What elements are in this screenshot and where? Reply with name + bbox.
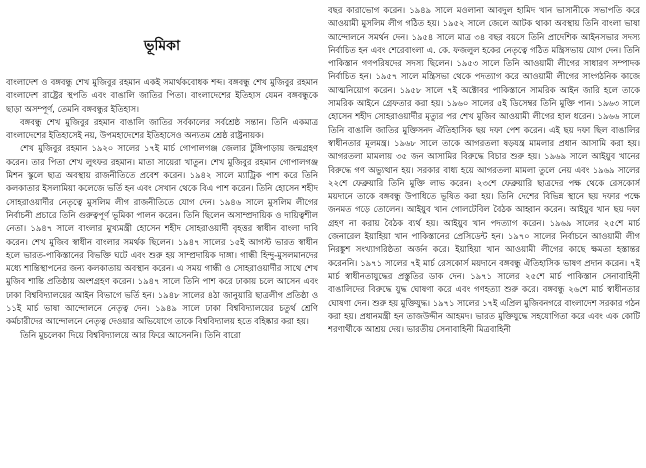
paragraph: তিনি মুচলেকা দিয়ে বিশ্ববিদ্যালয়ে আর ফিরে আসেননি। তিনি বারো [20, 329, 241, 340]
right-column [328, 4, 640, 468]
left-column [6, 4, 318, 468]
paragraph: বঙ্গবন্ধু শেখ মুজিবুর রহমান বাঙালি জাতির সর্বকালের সর্বশ্রেষ্ঠ সন্তান। তিনি একমাত্র বাংলাদেশের ইতিহাসেই নয়, উপমহাদেশের ইতিহাসেও অন্যতম শ্রেষ্ঠ রাষ্ট্রনায়ক। [6, 116, 318, 141]
intro-paragraph: বাংলাদেশ ও বঙ্গবন্ধু শেখ মুজিবুর রহমান একই সমার্থকবোধক শব্দ। বঙ্গবন্ধু শেখ মুজিবুর রহমান বাংলাদেশ রাষ্ট্রের স্থপতি এবং বাঙালি জাতির পিতা। বাংলাদেশের ইতিহাস যেমন বঙ্গবন্ধুকে ছাড়া অসম্পূর্ণ, তেমনি বঙ্গবন্ধুর ইতিহাস। [6, 77, 318, 114]
page-heading: ভূমিকা [143, 38, 181, 54]
paragraph: বছর কারাভোগ করেন। ১৯৪৯ সালে মওলানা আবদুল হামিদ খান ভাসানীকে সভাপতি করে আওয়ামী মুসলিম লীগ গঠিত হয়। ১৯৫২ সালে জেলে আটক থাকা অবস্থায় তিনি বাংলা ভাষা আন্দোলনে সমর্থন দেন। ১৯৫৪ সালে মাত্র ৩৪ বছর বয়সে তিনি প্রাদেশিক আইনসভার সদস্য নির্বাচিত হন এবং শেরেবাংলা এ. কে. ফজলুল হকের নেতৃত্বে গঠিত মন্ত্রিসভায় যোগ দেন। তিনি পাকিস্তান গণপরিষদের সদস্য ছিলেন। ১৯৫৩ সালে তিনি আওয়ামী লীগের সাধারণ সম্পাদক নির্বাচিত হন। ১৯৫৭ সালে মন্ত্রিসভা থেকে পদত্যাগ করে আওয়ামী লীগের সাংগঠনিক কাজে আত্মনিয়োগ করেন। ১৯৫৮ সালে ৭ই অক্টোবর পাকিস্তানে সামরিক আইন জারি হলে তাকে সামরিক আইনে গ্রেফতার করা হয়। ১৯৬০ সালের ৫ই ডিসেম্বর তিনি মুক্তি পান। ১৯৬৩ সালে হোসেন শহীদ সোহরাওয়ার্দীর মৃত্যুর পর শেখ মুজিব আওয়ামী লীগের হাল ধরেন। ১৯৬৬ সালে তিনি বাঙালি জাতির মুক্তিসনদ ঐতিহাসিক ছয় দফা পেশ করেন। এই ছয় দফা ছিল বাঙালির স্বাধীনতার মূলমন্ত্র। ১৯৬৮ সালে তাকে আগরতলা ষড়যন্ত্র মামলার প্রধান আসামি করা হয়। আগরতলা মামলায় ৩৫ জন আসামির বিরুদ্ধে বিচার শুরু হয়। ১৯৬৯ সালে আইয়ুব খানের বিরুদ্ধে গণ অভ্যুত্থান হয়। সরকার বাধ্য হয়ে আগরতলা মামলা তুলে নেয় এবং ১৯৬৯ সালের ২২শে ফেব্রুয়ারি তিনি মুক্তি লাভ করেন। ২৩শে ফেব্রুয়ারি ছাত্রদের পক্ষ থেকে রেসকোর্স ময়দানে তাকে বঙ্গবন্ধু উপাধিতে ভূষিত করা হয়। তিনি দেশের বিভিন্ন স্থানে ছয় দফার পক্ষে জনমত গড়ে তোলেন। আইয়ুব খান গোলটেবিল বৈঠক আহ্বান করেন। আইয়ুব খান ছয় দফা গ্রহণ না করায় বৈঠক ব্যর্থ হয়। আইয়ুব খান পদত্যাগ করেন। ১৯৬৯ সালের ২৫শে মার্চ জেনারেল ইয়াহিয়া খান পাকিস্তানের প্রেসিডেন্ট হন। ১৯৭০ সালের নির্বাচনে আওয়ামী লীগ নিরঙ্কুশ সংখ্যাগরিষ্ঠতা অর্জন করে। ইয়াহিয়া খান আওয়ামী লীগের কাছে ক্ষমতা হস্তান্তর করেননি। ১৯৭১ সালের ৭ই মার্চ রেসকোর্স ময়দানে বঙ্গবন্ধু ঐতিহাসিক ভাষণ প্রদান করেন। ৭ই মার্চ স্বাধীনতাযুদ্ধের প্রস্তুতির ডাক দেন। ১৯৭১ সালের ২৫শে মার্চ পাকিস্তান সেনাবাহিনী বাঙালিদের বিরুদ্ধে যুদ্ধ ঘোষণা করে এবং গণহত্যা শুরু করে। বঙ্গবন্ধু ২৬শে মার্চ স্বাধীনতার ঘোষণা দেন। শুরু হয় মুক্তিযুদ্ধ। ১৯৭১ সালের ১৭ই এপ্রিল মুজিবনগরে বাংলাদেশ সরকার গঠন করা হয়। প্রধানমন্ত্রী হন তাজউদ্দীন আহমদ। ভারত মুক্তিযুদ্ধে সহযোগিতা করে এবং এক কোটি শরণার্থীকে আশ্রয় দেয়। ভারতীয় সেনাবাহিনী মিত্রবাহিনী [328, 5, 640, 335]
paragraph: শেখ মুজিবুর রহমান ১৯২০ সালের ১৭ই মার্চ গোপালগঞ্জ জেলার টুঙ্গিপাড়ায় জন্মগ্রহণ করেন। তার পিতা শেখ লুৎফর রহমান। মাতা সায়েরা খাতুন। শেখ মুজিবুর রহমান গোপালগঞ্জ মিশন স্কুলে ছাত্র অবস্থায় রাজনীতিতে প্রবেশ করেন। ১৯৪২ সালে ম্যাট্রিক পাশ করে তিনি কলকাতার ইসলামিয়া কলেজে ভর্তি হন এবং সেখান থেকে বিএ পাশ করেন। তিনি হোসেন শহীদ সোহরাওয়ার্দীর নেতৃত্বে মুসলিম লীগ রাজনীতিতে যোগ দেন। ১৯৪৬ সালে মুসলিম লীগের নির্বাচনী প্রচারে তিনি গুরুত্বপূর্ণ ভূমিকা পালন করেন। তিনি ছিলেন অসাম্প্রদায়িক ও দায়িত্বশীল নেতা। ১৯৪৭ সালে বাংলার মুখ্যমন্ত্রী হোসেন শহীদ সোহরাওয়ার্দী বৃহত্তর স্বাধীন বাংলা দাবি করেন। শেখ মুজিব স্বাধীন বাংলার সমর্থক ছিলেন। ১৯৪৭ সালের ১৫ই আগস্ট ভারত স্বাধীন হলে ভারত-পাকিস্তানের বিভক্তি ঘটে এবং শুরু হয় সাম্প্রদায়িক দাঙ্গা। গান্ধী হিন্দু-মুসলমানদের মধ্যে শান্তিস্থাপনের জন্য কলকাতায় অবস্থান করেন। এ সময় গান্ধী ও সোহরাওয়ার্দীর সাথে শেখ মুজিব শান্তি প্রতিষ্ঠায় অংশগ্রহণ করেন। ১৯৪৭ সালে তিনি পাশ করে ঢাকায় চলে আসেন এবং ঢাকা বিশ্ববিদ্যালয়ের আইন বিভাগে ভর্তি হন। ১৯৪৮ সালের ৪ঠা জানুয়ারি ছাত্রলীগ প্রতিষ্ঠা ও ১১ই মার্চ ভাষা আন্দোলনে নেতৃত্ব দেন। ১৯৪৯ সালে ঢাকা বিশ্ববিদ্যালয়ের চতুর্থ শ্রেণি কর্মচারীদের আন্দোলনে নেতৃত্ব দেওয়ার অভিযোগে তাকে বিশ্ববিদ্যালয় হতে বহিষ্কার করা হয়। [6, 143, 318, 327]
